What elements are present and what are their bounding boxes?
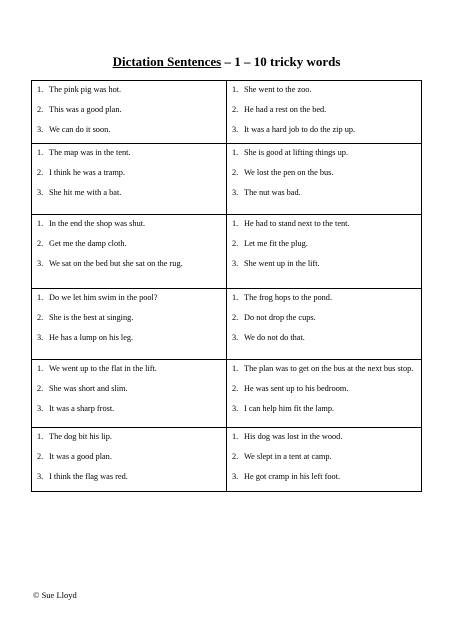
sentence-cell-left bbox=[32, 360, 227, 428]
sentence-text: We went up to the flat in the lift. bbox=[49, 364, 157, 373]
sentence-text: The frog hops to the pond. bbox=[244, 293, 333, 302]
sentence-item bbox=[232, 384, 415, 394]
sentence-text: Do we let him swim in the pool? bbox=[49, 293, 158, 302]
sentence-item bbox=[232, 188, 415, 198]
sentence-number: 3. bbox=[37, 188, 44, 197]
sentence-text: She went up in the lift. bbox=[244, 259, 320, 268]
sentence-list bbox=[232, 432, 415, 482]
sentence-list bbox=[37, 219, 220, 269]
sentence-item bbox=[232, 333, 415, 343]
sentence-number: 1. bbox=[37, 148, 44, 157]
sentence-text: We lost the pen on the bus. bbox=[244, 168, 334, 177]
sentence-text: I can help him fit the lamp. bbox=[244, 404, 335, 413]
table-row bbox=[32, 81, 422, 144]
title-sub: – 1 – 10 tricky words bbox=[221, 54, 341, 69]
sentence-text: We can do it soon. bbox=[49, 125, 111, 134]
sentence-item bbox=[37, 105, 220, 115]
sentence-number: 2. bbox=[232, 105, 239, 114]
sentence-text: It was a sharp frost. bbox=[49, 404, 115, 413]
sentence-item bbox=[232, 85, 415, 95]
sentence-text: I think the flag was red. bbox=[49, 472, 128, 481]
sentence-text: The plan was to get on the bus at the next bus stop. bbox=[244, 364, 414, 373]
sentence-number: 1. bbox=[37, 293, 44, 302]
sentence-text: The map was in the tent. bbox=[49, 148, 131, 157]
sentence-cell-right bbox=[227, 360, 422, 428]
sentence-list bbox=[37, 364, 220, 414]
sentence-list bbox=[37, 148, 220, 198]
sentence-text: I think he was a tramp. bbox=[49, 168, 126, 177]
sentence-item bbox=[232, 259, 415, 269]
sentence-text: He was sent up to his bedroom. bbox=[244, 384, 349, 393]
sentence-item bbox=[37, 125, 220, 135]
sentence-item bbox=[37, 293, 220, 303]
sentence-number: 3. bbox=[232, 125, 239, 134]
sentence-number: 2. bbox=[232, 384, 239, 393]
sentence-text: His dog was lost in the wood. bbox=[244, 432, 343, 441]
sentence-item bbox=[37, 259, 220, 269]
sentence-text: He got cramp in his left foot. bbox=[244, 472, 341, 481]
sentence-text: She went to the zoo. bbox=[244, 85, 312, 94]
sentence-cell-right bbox=[227, 289, 422, 360]
sentence-cell-left bbox=[32, 81, 227, 144]
sentence-list bbox=[232, 293, 415, 343]
sentence-cell-right bbox=[227, 81, 422, 144]
sentence-text: He had to stand next to the tent. bbox=[244, 219, 350, 228]
sentence-item bbox=[232, 452, 415, 462]
sentence-list bbox=[232, 85, 415, 135]
sentence-item bbox=[37, 472, 220, 482]
sentence-number: 2. bbox=[232, 239, 239, 248]
sentence-number: 2. bbox=[37, 384, 44, 393]
table-row bbox=[32, 144, 422, 215]
sentence-cell-right bbox=[227, 144, 422, 215]
sentence-item bbox=[232, 404, 415, 414]
sentence-item bbox=[37, 313, 220, 323]
sentence-text: She was short and slim. bbox=[49, 384, 128, 393]
sentence-item bbox=[232, 472, 415, 482]
sentence-number: 1. bbox=[232, 364, 239, 373]
sentence-text: We slept in a tent at camp. bbox=[244, 452, 332, 461]
sentence-number: 3. bbox=[232, 333, 239, 342]
sentence-table-body bbox=[32, 81, 422, 492]
table-row bbox=[32, 428, 422, 492]
sentence-number: 2. bbox=[37, 452, 44, 461]
sentence-number: 3. bbox=[37, 404, 44, 413]
table-row bbox=[32, 360, 422, 428]
sentence-list bbox=[232, 219, 415, 269]
sentence-text: It was a good plan. bbox=[49, 452, 112, 461]
sentence-number: 1. bbox=[232, 293, 239, 302]
sentence-text: She is the best at singing. bbox=[49, 313, 134, 322]
sentence-item bbox=[232, 105, 415, 115]
sentence-number: 2. bbox=[37, 313, 44, 322]
sentence-number: 1. bbox=[37, 219, 44, 228]
sentence-item bbox=[37, 148, 220, 158]
sentence-item bbox=[232, 125, 415, 135]
sentence-cell-right bbox=[227, 215, 422, 289]
sentence-number: 2. bbox=[37, 105, 44, 114]
sentence-number: 3. bbox=[232, 188, 239, 197]
sentence-item bbox=[232, 219, 415, 229]
sentence-text: It was a hard job to do the zip up. bbox=[244, 125, 356, 134]
sentence-number: 2. bbox=[37, 239, 44, 248]
sentence-number: 3. bbox=[37, 259, 44, 268]
sentence-cell-left bbox=[32, 144, 227, 215]
sentence-item bbox=[37, 85, 220, 95]
sentence-item bbox=[37, 432, 220, 442]
sentence-item bbox=[37, 168, 220, 178]
sentence-number: 2. bbox=[232, 313, 239, 322]
sentence-item bbox=[232, 364, 415, 374]
sentence-item bbox=[232, 168, 415, 178]
sentence-cell-left bbox=[32, 289, 227, 360]
sentence-text: Let me fit the plug. bbox=[244, 239, 308, 248]
sentence-text: This was a good plan. bbox=[49, 105, 122, 114]
sentence-number: 1. bbox=[37, 432, 44, 441]
sentence-number: 1. bbox=[37, 364, 44, 373]
sentence-text: She hit me with a bat. bbox=[49, 188, 122, 197]
sentence-list bbox=[37, 293, 220, 343]
sentence-item bbox=[232, 148, 415, 158]
sentence-number: 3. bbox=[232, 259, 239, 268]
sentence-number: 2. bbox=[232, 452, 239, 461]
sentence-number: 1. bbox=[232, 148, 239, 157]
sentence-text: We sat on the bed but she sat on the rug. bbox=[49, 259, 183, 268]
sentence-item bbox=[37, 188, 220, 198]
sentence-cell-left bbox=[32, 215, 227, 289]
sentence-text: He has a lump on his leg. bbox=[49, 333, 134, 342]
sentence-cell-right bbox=[227, 428, 422, 492]
sentence-item bbox=[37, 239, 220, 249]
sentence-number: 3. bbox=[37, 472, 44, 481]
sentence-text: The pink pig was hot. bbox=[49, 85, 122, 94]
sentence-number: 3. bbox=[37, 333, 44, 342]
sentence-item bbox=[232, 239, 415, 249]
sentence-item bbox=[37, 364, 220, 374]
sentence-text: Do not drop the cups. bbox=[244, 313, 316, 322]
sentence-number: 2. bbox=[232, 168, 239, 177]
table-row bbox=[32, 215, 422, 289]
sentence-number: 3. bbox=[37, 125, 44, 134]
sentence-item bbox=[232, 313, 415, 323]
sentence-table bbox=[31, 80, 422, 492]
sentence-number: 3. bbox=[232, 404, 239, 413]
sentence-text: Get me the damp cloth. bbox=[49, 239, 127, 248]
sentence-text: The nut was bad. bbox=[244, 188, 301, 197]
sentence-text: We do not do that. bbox=[244, 333, 305, 342]
sentence-text: The dog bit his lip. bbox=[49, 432, 112, 441]
sentence-item bbox=[37, 404, 220, 414]
sentence-item bbox=[232, 432, 415, 442]
sentence-number: 3. bbox=[232, 472, 239, 481]
sentence-list bbox=[232, 148, 415, 198]
sentence-list bbox=[37, 85, 220, 135]
sentence-list bbox=[37, 432, 220, 482]
sentence-number: 1. bbox=[232, 219, 239, 228]
sentence-number: 1. bbox=[37, 85, 44, 94]
sentence-cell-left bbox=[32, 428, 227, 492]
sentence-item bbox=[232, 293, 415, 303]
sentence-item bbox=[37, 452, 220, 462]
copyright-footer: © Sue Lloyd bbox=[33, 590, 77, 600]
sentence-text: He had a rest on the bed. bbox=[244, 105, 327, 114]
sentence-item bbox=[37, 219, 220, 229]
sentence-number: 1. bbox=[232, 85, 239, 94]
sentence-number: 2. bbox=[37, 168, 44, 177]
title-main: Dictation Sentences bbox=[112, 54, 222, 69]
sentence-text: She is good at lifting things up. bbox=[244, 148, 348, 157]
sentence-item bbox=[37, 384, 220, 394]
sentence-number: 1. bbox=[232, 432, 239, 441]
table-row bbox=[32, 289, 422, 360]
page-title bbox=[0, 54, 453, 70]
sentence-text: In the end the shop was shut. bbox=[49, 219, 146, 228]
sentence-list bbox=[232, 364, 415, 414]
sentence-item bbox=[37, 333, 220, 343]
